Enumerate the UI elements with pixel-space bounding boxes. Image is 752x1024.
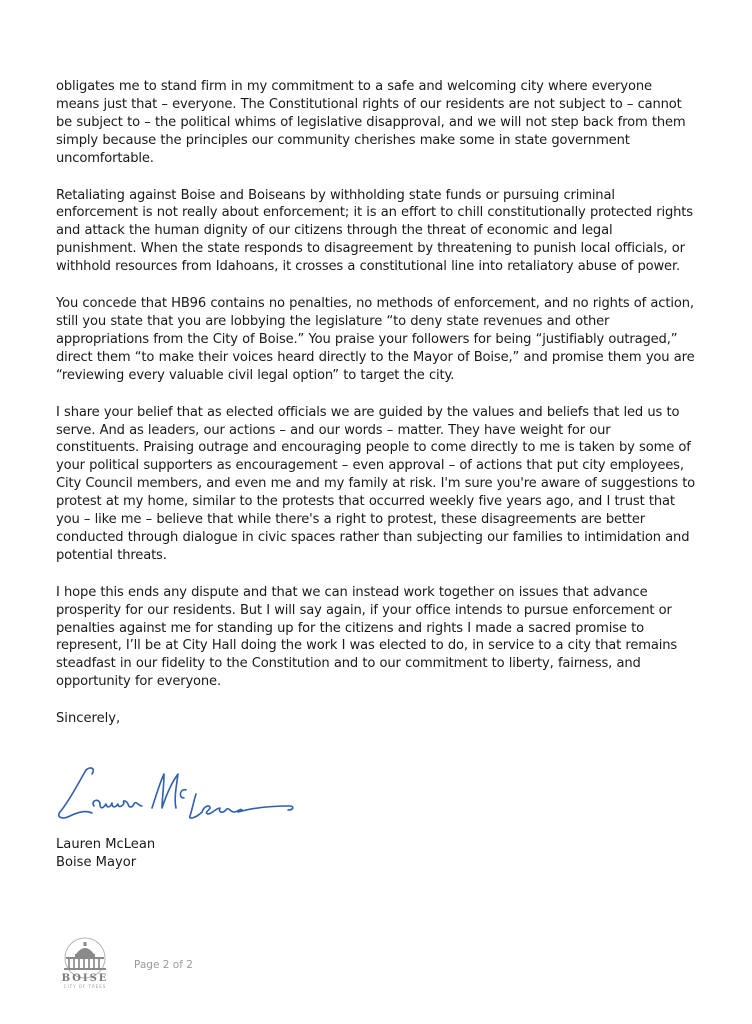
paragraph: You concede that HB96 contains no penalties, no methods of enforcement, and no rights of action, still you state that you are lobbying the legislature “to deny state revenues and other appropriations from the City of Boise.” You praise your followers for being “justifiably outraged,” direct them “to make their voices heard directly to the Mayor of Boise,” and promise them you are “reviewing every valuable civil legal option” to target the city. — [56, 296, 695, 383]
paragraph: obligates me to stand firm in my commitment to a safe and welcoming city where everyone means just that – everyone. The Constitutional rights of our residents are not subject to – cannot be subject to – the political whims of legislative disapproval, and we will not step back from them simply because the principles our community cherishes make some in state government uncomfortable. — [56, 79, 686, 166]
logo-subtext: CITY OF TREES — [63, 984, 107, 989]
signer-block — [56, 836, 155, 872]
boise-city-logo — [54, 936, 116, 990]
closing-salutation: Sincerely, — [56, 711, 121, 727]
handwritten-signature — [52, 760, 302, 830]
paragraph: I share your belief that as elected officials we are guided by the values and beliefs that led us to serve. And as leaders, our actions – and our words – matter. They have weight for our constituents. Praising outrage and encouraging people to come directly to me is taken by some of your political supporters as encouragement – even approval – of actions that put city employees, City Council members, and even me and my family at risk. I'm sure you're aware of suggestions to protest at my home, similar to the protests that occurred weekly five years ago, and I trust that you – like me – believe that while there's a right to protest, these disagreements are better conducted through dialogue in civic spaces rather than subjecting our families to intimidation and potential threats. — [56, 404, 696, 563]
paragraph: Retaliating against Boise and Boiseans by withholding state funds or pursuing criminal enforcement is not really about enforcement; it is an effort to chill constitutionally protected rights and attack the human dignity of our citizens through the threat of economic and legal punishment. When the state responds to disagreement by threatening to punish local officials, or withhold resources from Idahoans, it crosses a constitutional line into retaliatory abuse of power. — [56, 187, 693, 275]
signer-title: Boise Mayor — [56, 855, 137, 870]
paragraph: I hope this ends any dispute and that we can instead work together on issues that advance prosperity for our residents. But I will say again, if your office intends to pursue enforcement or penalties against me for standing up for the citizens and rights I made a sacred promise to represent, I’ll be at City Hall doing the work I was elected to do, in service to a city that remains steadfast in our fidelity to the Constitution and to our commitment to liberty, fairness, and opportunity for everyone. — [56, 584, 678, 690]
letter-body — [56, 78, 696, 728]
page-number: Page 2 of 2 — [134, 959, 193, 971]
logo-wordmark: BOISE — [61, 973, 109, 984]
signer-name: Lauren McLean — [56, 837, 156, 852]
